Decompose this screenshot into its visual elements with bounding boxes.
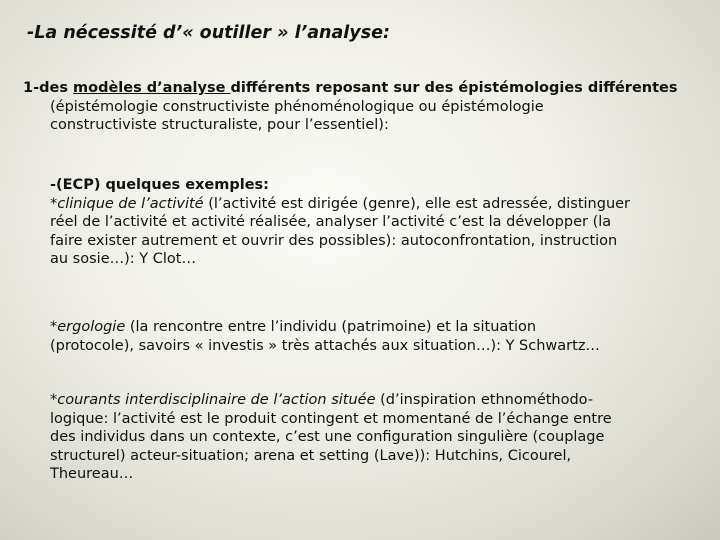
ergologie-line-1 bbox=[50, 318, 600, 337]
courants-line-3: des individus dans un contexte, c’est une configuration singulière (couplage bbox=[50, 429, 605, 445]
courants-line-2: logique: l’activité est le produit contingent et momentané de l’échange entre bbox=[50, 410, 612, 427]
ecp-paragraph bbox=[50, 176, 630, 269]
clinique-line-1-rest: (l’activité est dirigée (genre), elle est adressée, distinguer bbox=[203, 195, 631, 212]
ergologie-paragraph bbox=[50, 318, 600, 355]
point-1-line-3: constructiviste structuraliste, pour l’essentiel): bbox=[50, 117, 389, 133]
courants-term: *courants interdisciplinaire de l’action située bbox=[50, 392, 376, 408]
point-1-emphasis: modèles d’analyse bbox=[73, 80, 231, 96]
ergologie-term: *ergologie bbox=[50, 319, 126, 335]
slide-title: -La nécessité d’« outiller » l’analyse: bbox=[27, 23, 390, 43]
point-1-line-1 bbox=[23, 79, 678, 98]
ergologie-line-1-rest: (la rencontre entre l’individu (patrimoine) et la situation bbox=[125, 319, 537, 335]
courants-paragraph bbox=[50, 391, 612, 484]
clinique-line-4: au sosie…): Y Clot… bbox=[50, 251, 196, 267]
clinique-line-3: faire exister autrement et ouvrir des possibles): autoconfrontation, instruction bbox=[50, 232, 618, 249]
point-1-line-2: (épistémologie constructiviste phénoménologique ou épistémologie bbox=[50, 98, 544, 115]
point-1-paragraph bbox=[23, 79, 678, 135]
courants-line-4: structurel) acteur-situation; arena et setting (Lave)): Hutchins, Cicourel, bbox=[50, 447, 572, 464]
clinique-term: *clinique de l’activité bbox=[50, 195, 204, 212]
ecp-heading: -(ECP) quelques exemples: bbox=[50, 177, 269, 193]
courants-line-1 bbox=[50, 391, 612, 410]
clinique-line-2: réel de l’activité et activité réalisée, analyser l’activité c’est la développer (la bbox=[50, 214, 612, 230]
courants-line-5: Theureau… bbox=[50, 466, 134, 482]
clinique-line-1 bbox=[50, 195, 630, 214]
courants-line-1-rest: (d’inspiration ethnométhodo- bbox=[375, 392, 594, 408]
point-1-rest: différents reposant sur des épistémologies différentes bbox=[230, 80, 678, 96]
ergologie-line-2: (protocole), savoirs « investis » très attachés aux situation…): Y Schwartz… bbox=[50, 337, 600, 354]
point-1-prefix: 1-des bbox=[23, 80, 73, 96]
